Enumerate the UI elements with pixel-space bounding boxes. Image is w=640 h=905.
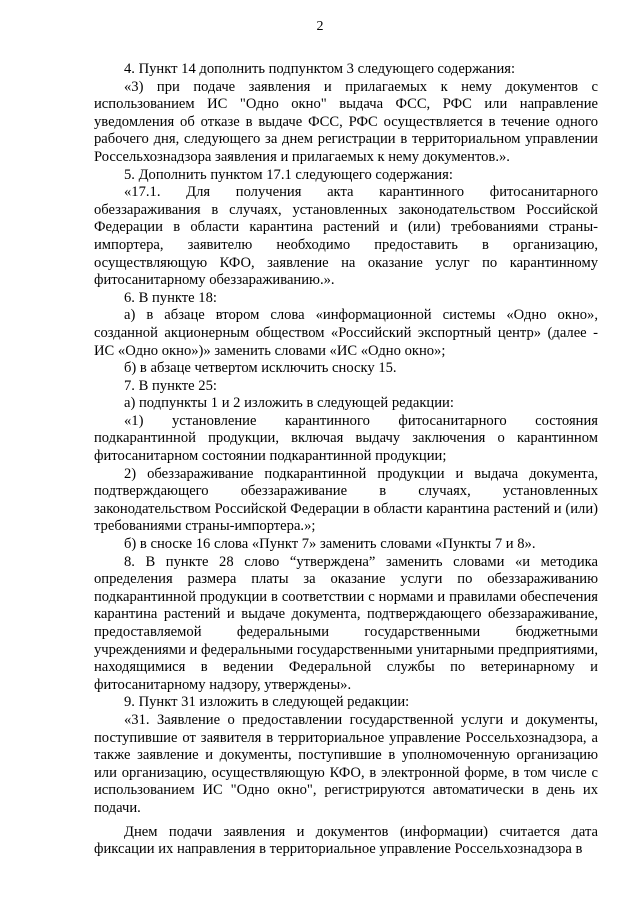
paragraph-submission-date: Днем подачи заявления и документов (информации) считается дата фиксации их направления в территориальное управление Россельхознадзора в — [94, 823, 598, 858]
paragraph-subpoint-3: «3) при подаче заявления и прилагаемых к нему документов с использованием ИС "Одно окно" выдача ФСС, РФС или направление уведомления об отказе в выдаче ФСС, РФС осуществляется в течение одного рабочего дня, следующего за днем регистрации в территориальном управлении Россельхознадзора заявления и прилагаемых к нему документов.». — [94, 78, 598, 165]
paragraph-item-8: 8. В пункте 28 слово “утверждена” заменить словами «и методика определения размера платы за оказание услуги по обеззараживанию подкарантинной продукции в соответствии с нормами и правилами обеспечения карантина растений и выдаче документа, подтверждающего обеззараживание, предоставляемой федеральными государственными бюджетными учреждениями и федеральными государственными унитарными предприятиями, находящимися в ведении Федеральной службы по ветеринарному и фитосанитарному надзору, утверждены». — [94, 553, 598, 693]
paragraph-point-17-1: «17.1. Для получения акта карантинного фитосанитарного обеззараживания в случаях, установленных законодательством Российской Федерации в области карантина растений и (или) требованиями страны-импортера, заявителю необходимо предоставить в организацию, осуществляющую КФО, заявление на оказание услуг по карантинному фитосанитарному обеззараживанию.». — [94, 184, 598, 289]
paragraph-item-9: 9. Пункт 31 изложить в следующей редакции: — [124, 694, 410, 711]
paragraph-item-6-a: а) в абзаце втором слова «информационной системы «Одно окно», созданной акционерным обществом «Российский экспортный центр» (далее - ИС «Одно окно»)» заменить словами «ИС «Одно окно»; — [94, 307, 598, 359]
paragraph-item-6-b: б) в абзаце четвертом исключить сноску 15. — [124, 360, 397, 377]
paragraph-item-7-a: а) подпункты 1 и 2 изложить в следующей редакции: — [124, 395, 454, 412]
paragraph-subpoint-2: 2) обеззараживание подкарантинной продукции и выдача документа, подтверждающего обеззараживание в случаях, установленных законодательством Российской Федерации в области карантина растений и (или) требованиями страны-импортера.»; — [94, 465, 598, 535]
paragraph-item-4: 4. Пункт 14 дополнить подпунктом 3 следующего содержания: — [124, 61, 516, 77]
paragraph-item-7: 7. В пункте 25: — [124, 377, 217, 394]
paragraph-item-5: 5. Дополнить пунктом 17.1 следующего содержания: — [124, 166, 453, 183]
paragraph-point-31: «31. Заявление о предоставлении государственной услуги и документы, поступившие от заявителя в территориальное управление Россельхознадзора, а также заявление и документы, поступившие в уполномоченную организацию или организацию, осуществляющую КФО, в электронной форме, в том числе с использованием ИС "Одно окно", регистрируются автоматически в день их подачи. — [94, 711, 598, 816]
document-body — [94, 61, 598, 859]
paragraph-subpoint-1: «1) установление карантинного фитосанитарного состояния подкарантинной продукции, включая выдачу заключения о карантинном фитосанитарном состоянии подкарантинной продукции; — [94, 412, 598, 465]
paragraph-item-6: 6. В пункте 18: — [124, 289, 217, 306]
page-number: 2 — [316, 19, 324, 34]
paragraph-item-7-b: б) в сноске 16 слова «Пункт 7» заменить словами «Пункты 7 и 8». — [124, 536, 536, 553]
